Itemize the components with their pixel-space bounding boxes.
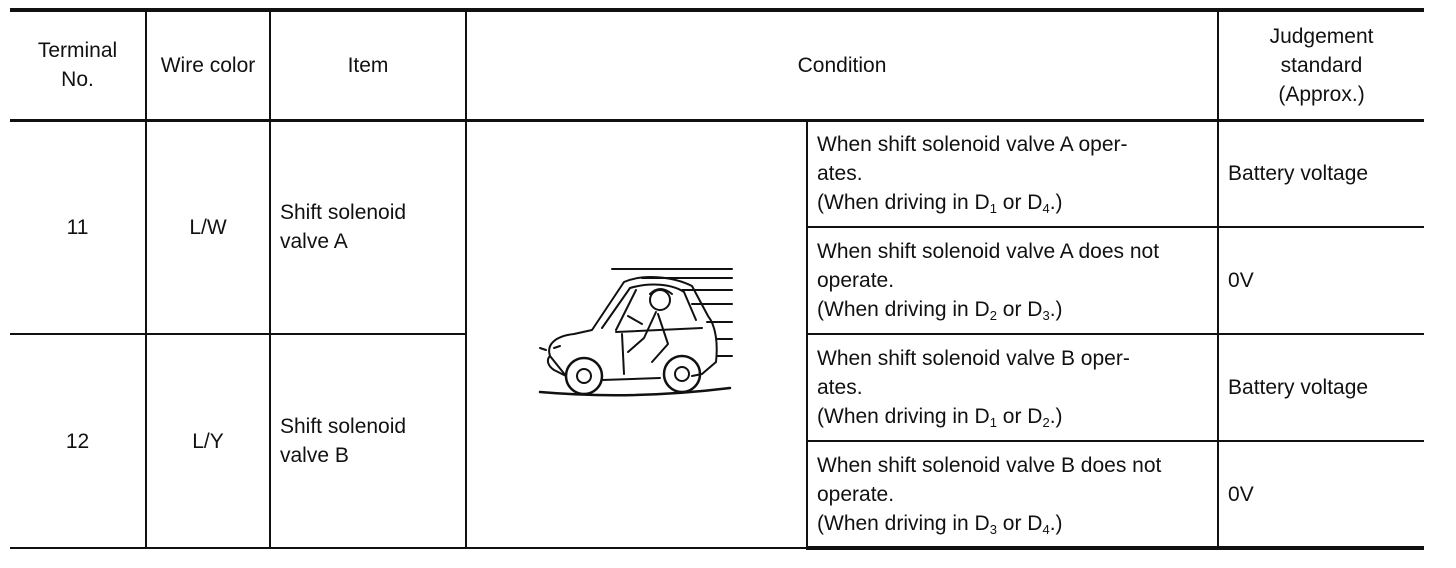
header-terminal-no: Terminal No. — [10, 10, 146, 120]
header-row — [10, 10, 1424, 120]
condition-cell: When shift solenoid valve B oper- ates. (When driving in $D_1$ or $D_2$.) — [807, 334, 1218, 441]
header-condition: Condition — [466, 10, 1218, 120]
header-item: Item — [270, 10, 466, 120]
table-row — [10, 120, 1424, 227]
header-judgement-standard: Judgement standard (Approx.) — [1218, 10, 1424, 120]
item-cell: Shift solenoid valve B — [270, 334, 466, 548]
terminal-spec-table — [10, 8, 1424, 550]
condition-cell: When shift solenoid valve A does not operate. (When driving in $D_2$ or $D_3$.) — [807, 227, 1218, 334]
terminal-no-cell: 12 — [10, 334, 146, 548]
judgement-cell: 0V — [1218, 441, 1424, 548]
wire-color-cell: L/Y — [146, 334, 270, 548]
condition-cell: When shift solenoid valve B does not operate. (When driving in $D_3$ or $D_4$.) — [807, 441, 1218, 548]
judgement-cell: 0V — [1218, 227, 1424, 334]
judgement-cell: Battery voltage — [1218, 334, 1424, 441]
item-cell: Shift solenoid valve A — [270, 120, 466, 334]
wire-color-cell: L/W — [146, 120, 270, 334]
condition-cell: When shift solenoid valve A oper- ates. (When driving in $D_1$ or $D_4$.) — [807, 120, 1218, 227]
driving-car-illustration — [466, 120, 807, 548]
car-driver-image — [532, 264, 742, 404]
header-wire-color: Wire color — [146, 10, 270, 120]
judgement-cell: Battery voltage — [1218, 120, 1424, 227]
terminal-no-cell: 11 — [10, 120, 146, 334]
